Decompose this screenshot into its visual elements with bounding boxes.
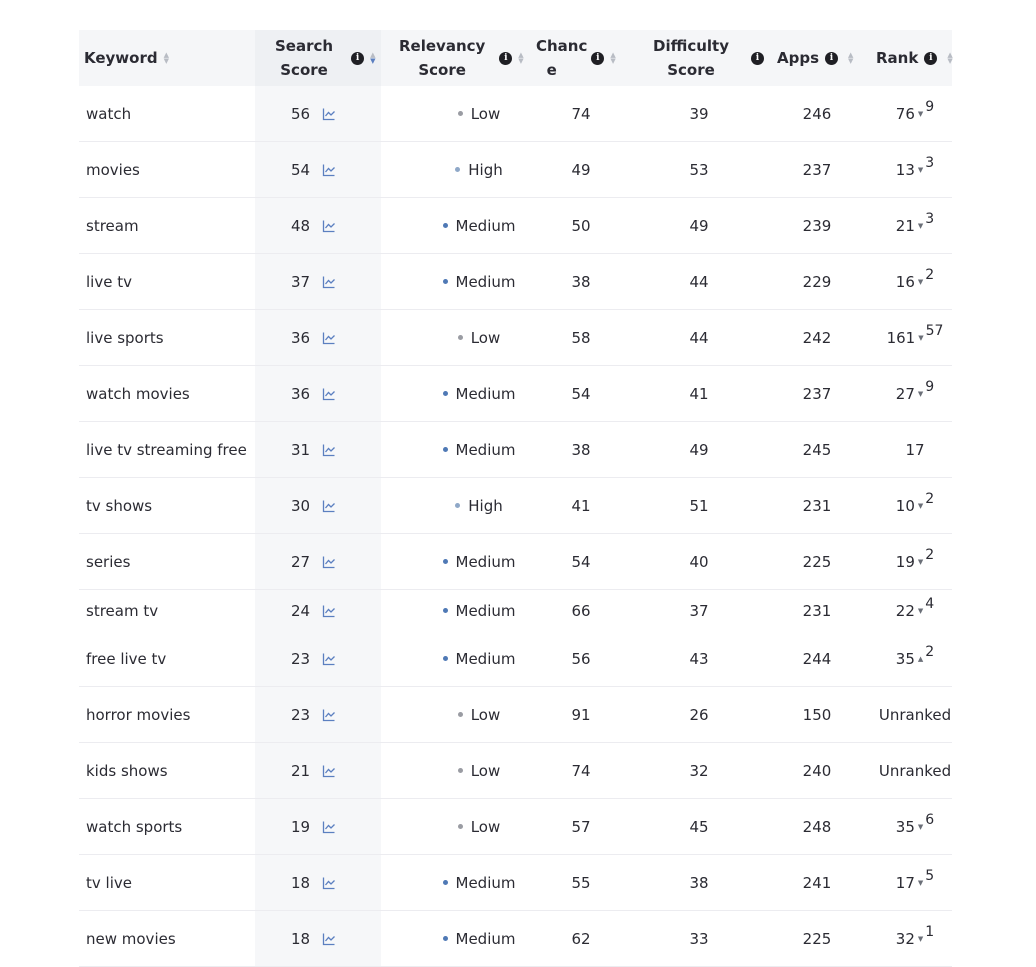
caret-down-icon: ▼ (917, 878, 924, 887)
table-row[interactable] (79, 534, 952, 590)
relevancy-value: Medium (455, 552, 516, 571)
col-chance-label-1: Chanc (536, 37, 588, 55)
rank-value: 32 (895, 929, 915, 948)
apps-cell: 225 (802, 552, 832, 571)
relevancy-dot-icon (443, 223, 448, 228)
chance-cell: 66 (571, 601, 591, 620)
rank-cell (869, 366, 961, 421)
caret-down-icon: ▼ (917, 109, 924, 118)
chance-cell: 38 (571, 272, 591, 291)
relevancy-value: Low (470, 817, 501, 836)
rank-value: 10 (895, 496, 915, 515)
rank-change: 9 (925, 378, 935, 395)
rank-value: Unranked (878, 761, 952, 780)
caret-down-icon: ▼ (917, 501, 924, 510)
table-row[interactable] (79, 422, 952, 478)
relevancy-value: Medium (455, 929, 516, 948)
difficulty-cell: 43 (689, 649, 709, 668)
table-row[interactable] (79, 198, 952, 254)
chance-cell: 57 (571, 817, 591, 836)
search-score-value: 36 (291, 328, 311, 347)
rank-cell (869, 631, 961, 686)
apps-cell: 248 (802, 817, 832, 836)
keyword-cell[interactable]: kids shows (86, 761, 168, 780)
caret-down-icon: ▼ (917, 277, 924, 286)
info-icon[interactable]: i (825, 52, 838, 65)
sort-icon[interactable]: ▲ ▼ (370, 51, 376, 65)
chance-cell: 58 (571, 328, 591, 347)
rank-cell (869, 478, 961, 533)
col-difficulty-label-1: Difficulty (653, 37, 729, 55)
chance-cell: 62 (571, 929, 591, 948)
rank-change: 57 (925, 322, 944, 339)
col-rank[interactable] (876, 30, 953, 86)
search-score-value: 37 (291, 272, 311, 291)
chance-cell: 54 (571, 552, 591, 571)
search-score-value: 56 (291, 104, 311, 123)
relevancy-value: Medium (455, 601, 516, 620)
apps-cell: 239 (802, 216, 832, 235)
line-chart-icon[interactable] (322, 219, 336, 233)
search-score-cell (291, 534, 336, 589)
col-keyword-label: Keyword (84, 49, 158, 67)
relevancy-dot-icon (458, 824, 463, 829)
difficulty-cell: 49 (689, 216, 709, 235)
relevancy-value: High (468, 160, 503, 179)
search-score-value: 21 (291, 761, 311, 780)
keyword-cell[interactable]: watch sports (86, 817, 183, 836)
col-relevancy[interactable] (399, 30, 524, 86)
line-chart-icon[interactable] (322, 331, 336, 345)
col-search-score-label-1: Search (275, 37, 334, 55)
sort-icon[interactable]: ▲ ▼ (947, 51, 953, 65)
sort-icon[interactable]: ▲ ▼ (163, 51, 169, 65)
keyword-cell[interactable]: watch movies (86, 384, 190, 403)
search-score-value: 23 (291, 705, 311, 724)
apps-cell: 237 (802, 384, 832, 403)
rank-cell (869, 254, 961, 309)
caret-down-icon: ▼ (917, 557, 924, 566)
chance-cell: 56 (571, 649, 591, 668)
rank-value: 76 (895, 104, 915, 123)
table-row[interactable] (79, 310, 952, 366)
rank-value: 16 (895, 272, 915, 291)
rank-change: 9 (925, 98, 935, 115)
search-score-cell (291, 855, 336, 910)
line-chart-icon[interactable] (322, 163, 336, 177)
difficulty-cell: 44 (689, 328, 709, 347)
apps-cell: 231 (802, 601, 832, 620)
difficulty-cell: 39 (689, 104, 709, 123)
search-score-cell (291, 142, 336, 197)
table-row[interactable] (79, 478, 952, 534)
keyword-table (79, 30, 952, 967)
relevancy-value: Low (470, 705, 501, 724)
relevancy-value: Medium (455, 272, 516, 291)
rank-change: 1 (925, 923, 935, 940)
search-score-value: 31 (291, 440, 311, 459)
line-chart-icon[interactable] (322, 876, 336, 890)
rank-value: 17 (895, 873, 915, 892)
table-row[interactable] (79, 254, 952, 310)
keyword-cell[interactable]: horror movies (86, 705, 191, 724)
rank-cell (869, 198, 961, 253)
rank-cell (869, 855, 961, 910)
keyword-cell[interactable]: live tv (86, 272, 132, 291)
apps-cell: 229 (802, 272, 832, 291)
col-difficulty[interactable] (653, 30, 764, 86)
caret-down-icon: ▼ (917, 389, 924, 398)
keyword-cell[interactable]: free live tv (86, 649, 167, 668)
line-chart-icon[interactable] (322, 275, 336, 289)
apps-cell: 245 (802, 440, 832, 459)
rank-change: 6 (925, 811, 935, 828)
table-row[interactable] (79, 687, 952, 743)
chance-cell: 74 (571, 761, 591, 780)
rank-change: 3 (925, 210, 935, 227)
relevancy-value: Medium (455, 873, 516, 892)
info-icon[interactable]: i (751, 52, 764, 65)
search-score-cell (291, 799, 336, 854)
difficulty-cell: 49 (689, 440, 709, 459)
keyword-cell[interactable]: series (86, 552, 131, 571)
sort-icon[interactable]: ▲ ▼ (518, 51, 524, 65)
line-chart-icon[interactable] (322, 764, 336, 778)
caret-down-icon: ▼ (917, 606, 924, 615)
col-relevancy-label-2: Score (418, 61, 466, 79)
search-score-value: 18 (291, 873, 311, 892)
caret-up-icon: ▲ (917, 654, 924, 663)
relevancy-value: Medium (455, 384, 516, 403)
search-score-value: 18 (291, 929, 311, 948)
relevancy-dot-icon (458, 712, 463, 717)
chance-cell: 38 (571, 440, 591, 459)
col-difficulty-label-2: Score (667, 61, 715, 79)
col-search-score[interactable] (275, 30, 375, 86)
search-score-cell (291, 631, 336, 686)
apps-cell: 237 (802, 160, 832, 179)
rank-value: Unranked (878, 705, 952, 724)
caret-down-icon: ▼ (917, 165, 924, 174)
search-score-value: 24 (291, 601, 311, 620)
relevancy-value: Low (470, 328, 501, 347)
caret-down-icon: ▼ (917, 822, 924, 831)
line-chart-icon[interactable] (322, 107, 336, 121)
rank-cell (869, 799, 961, 854)
search-score-value: 23 (291, 649, 311, 668)
caret-down-icon: ▼ (917, 934, 924, 943)
table-body (79, 86, 952, 967)
rank-value: 35 (895, 649, 915, 668)
search-score-cell (291, 366, 336, 421)
chance-cell: 49 (571, 160, 591, 179)
rank-change: 4 (925, 595, 935, 612)
col-search-score-label-2: Score (280, 61, 328, 79)
rank-change: 2 (925, 266, 935, 283)
difficulty-cell: 26 (689, 705, 709, 724)
relevancy-value: Medium (455, 440, 516, 459)
sort-icon[interactable]: ▲ ▼ (848, 51, 854, 65)
rank-value: 19 (895, 552, 915, 571)
keyword-cell[interactable]: movies (86, 160, 140, 179)
col-apps-label: Apps (777, 49, 820, 67)
chance-cell: 74 (571, 104, 591, 123)
rank-cell (869, 590, 961, 631)
apps-cell: 242 (802, 328, 832, 347)
difficulty-cell: 41 (689, 384, 709, 403)
chance-cell: 50 (571, 216, 591, 235)
search-score-value: 48 (291, 216, 311, 235)
apps-cell: 241 (802, 873, 832, 892)
relevancy-dot-icon (443, 279, 448, 284)
rank-change: 2 (925, 643, 935, 660)
difficulty-cell: 37 (689, 601, 709, 620)
difficulty-cell: 32 (689, 761, 709, 780)
relevancy-dot-icon (443, 391, 448, 396)
keyword-cell[interactable]: new movies (86, 929, 176, 948)
keyword-cell[interactable]: stream tv (86, 601, 159, 620)
table-row[interactable] (79, 590, 952, 631)
info-icon[interactable]: i (499, 52, 512, 65)
table-row[interactable] (79, 743, 952, 799)
apps-cell: 225 (802, 929, 832, 948)
caret-down-icon: ▼ (917, 221, 924, 230)
line-chart-icon[interactable] (322, 443, 336, 457)
apps-cell: 231 (802, 496, 832, 515)
relevancy-dot-icon (443, 880, 448, 885)
difficulty-cell: 51 (689, 496, 709, 515)
info-icon[interactable]: i (924, 52, 937, 65)
search-score-value: 54 (291, 160, 311, 179)
relevancy-value: Medium (455, 649, 516, 668)
search-score-cell (291, 310, 336, 365)
relevancy-value: Medium (455, 216, 516, 235)
relevancy-dot-icon (443, 559, 448, 564)
table-row[interactable] (79, 142, 952, 198)
search-score-cell (291, 687, 336, 742)
keyword-cell[interactable]: stream (86, 216, 139, 235)
info-icon[interactable]: i (591, 52, 604, 65)
difficulty-cell: 53 (689, 160, 709, 179)
search-score-value: 30 (291, 496, 311, 515)
keyword-cell[interactable]: watch (86, 104, 132, 123)
difficulty-cell: 33 (689, 929, 709, 948)
relevancy-value: High (468, 496, 503, 515)
rank-cell (869, 687, 961, 742)
relevancy-dot-icon (443, 608, 448, 613)
line-chart-icon[interactable] (322, 708, 336, 722)
search-score-value: 27 (291, 552, 311, 571)
col-relevancy-label-1: Relevancy (399, 37, 486, 55)
search-score-value: 36 (291, 384, 311, 403)
rank-value: 161 (886, 328, 916, 347)
sort-icon[interactable]: ▲ ▼ (610, 51, 616, 65)
rank-value: 35 (895, 817, 915, 836)
table-row[interactable] (79, 86, 952, 142)
table-row[interactable] (79, 366, 952, 422)
table-row[interactable] (79, 855, 952, 911)
chance-cell: 54 (571, 384, 591, 403)
line-chart-icon[interactable] (322, 604, 336, 618)
caret-down-icon: ▼ (918, 333, 924, 342)
col-keyword[interactable] (84, 30, 169, 86)
rank-value: 21 (895, 216, 915, 235)
table-row[interactable] (79, 911, 952, 967)
line-chart-icon[interactable] (322, 932, 336, 946)
relevancy-value: Low (470, 761, 501, 780)
table-header (79, 30, 952, 86)
search-score-cell (291, 86, 336, 141)
line-chart-icon[interactable] (322, 555, 336, 569)
search-score-cell (291, 198, 336, 253)
search-score-cell (291, 590, 336, 631)
rank-change: 2 (925, 546, 935, 563)
search-score-cell (291, 254, 336, 309)
search-score-cell (291, 422, 336, 477)
rank-cell (869, 422, 961, 477)
keyword-cell[interactable]: live sports (86, 328, 164, 347)
apps-cell: 244 (802, 649, 832, 668)
rank-change: 5 (925, 867, 935, 884)
line-chart-icon[interactable] (322, 820, 336, 834)
keyword-cell[interactable]: tv live (86, 873, 132, 892)
col-rank-label: Rank (876, 49, 919, 67)
rank-change: 2 (925, 490, 935, 507)
relevancy-value: Low (470, 104, 501, 123)
relevancy-dot-icon (443, 936, 448, 941)
rank-value: 13 (895, 160, 915, 179)
search-score-cell (291, 478, 336, 533)
info-icon[interactable]: i (351, 52, 364, 65)
difficulty-cell: 45 (689, 817, 709, 836)
line-chart-icon[interactable] (322, 499, 336, 513)
search-score-cell (291, 743, 336, 798)
rank-cell (869, 534, 961, 589)
col-chance[interactable] (536, 30, 616, 86)
relevancy-dot-icon (458, 335, 463, 340)
rank-change: 3 (925, 154, 935, 171)
difficulty-cell: 44 (689, 272, 709, 291)
rank-cell (869, 743, 961, 798)
rank-cell (869, 911, 961, 966)
apps-cell: 246 (802, 104, 832, 123)
apps-cell: 240 (802, 761, 832, 780)
chance-cell: 91 (571, 705, 591, 724)
keyword-cell[interactable]: live tv streaming free (86, 440, 247, 459)
relevancy-dot-icon (455, 503, 460, 508)
col-apps[interactable] (777, 30, 853, 86)
line-chart-icon[interactable] (322, 652, 336, 666)
line-chart-icon[interactable] (322, 387, 336, 401)
search-score-value: 19 (291, 817, 311, 836)
table-row[interactable] (79, 631, 952, 687)
rank-value: 17 (905, 440, 925, 459)
col-chance-label-2: e (546, 61, 557, 79)
apps-cell: 150 (802, 705, 832, 724)
rank-cell (869, 142, 961, 197)
rank-cell (869, 86, 961, 141)
relevancy-dot-icon (455, 167, 460, 172)
table-row[interactable] (79, 799, 952, 855)
relevancy-dot-icon (458, 111, 463, 116)
rank-value: 22 (895, 601, 915, 620)
relevancy-dot-icon (443, 656, 448, 661)
keyword-cell[interactable]: tv shows (86, 496, 153, 515)
difficulty-cell: 40 (689, 552, 709, 571)
chance-cell: 55 (571, 873, 591, 892)
chance-cell: 41 (571, 496, 591, 515)
rank-cell (869, 310, 961, 365)
rank-value: 27 (895, 384, 915, 403)
difficulty-cell: 38 (689, 873, 709, 892)
search-score-cell (291, 911, 336, 966)
relevancy-dot-icon (443, 447, 448, 452)
relevancy-dot-icon (458, 768, 463, 773)
